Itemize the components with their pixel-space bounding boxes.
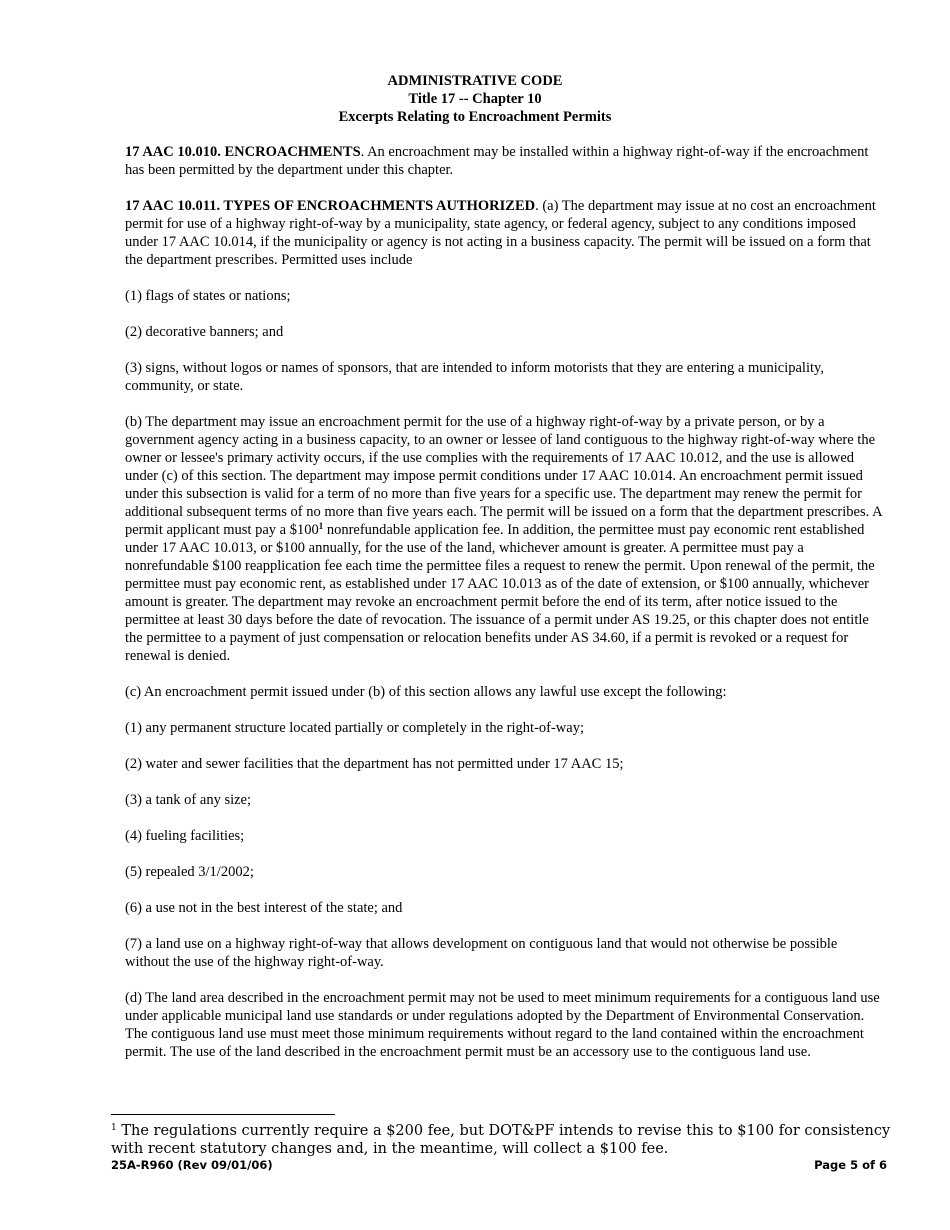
list-item: (7) a land use on a highway right-of-way that allows development on contiguous land that would not otherwise be possible without the use of the highway right-of-way. xyxy=(125,936,838,970)
list-item: (3) signs, without logos or names of sponsors, that are intended to inform motorists that they are entering a municipality, community, or state. xyxy=(125,360,824,394)
section-10011-heading: 17 AAC 10.011. TYPES OF ENCROACHMENTS AUTHORIZED xyxy=(125,198,536,214)
header-chapter: Title 17 -- Chapter 10 xyxy=(408,91,542,107)
section-10011-b-text-1: (b) The department may issue an encroachment permit for the use of a highway right-of-way by a private person, or by a government agency acting in a business capacity, to an owner or lessee of land contiguous to the highway right-of-way where the owner or lessee's primary activity occurs, if the use complies with the requirements of 17 AAC 10.012, and the use is allowed under (c) of this section. The department may impose permit conditions under 17 AAC 10.014. An encroachment permit issued under this subsection is valid for a term of no more than five years for a specific use. The department may renew the permit for additional subsequent terms of no more than five years each. The permit will be issued on a form that the department prescribes. A permit applicant must pay a $100 xyxy=(125,414,882,538)
section-10011-a xyxy=(125,197,885,269)
header-title: ADMINISTRATIVE CODE xyxy=(387,73,563,89)
section-10010-text: . An encroachment may be installed within a highway right-of-way if the encroachment has been permitted by the department under this chapter. xyxy=(125,144,869,178)
form-id: 25A-R960 (Rev 09/01/06) xyxy=(111,1158,273,1172)
list-item: (6) a use not in the best interest of the state; and xyxy=(125,900,403,916)
footnote xyxy=(111,1122,891,1158)
list-item: (5) repealed 3/1/2002; xyxy=(125,864,254,880)
footnote-text: The regulations currently require a $200 fee, but DOT&PF intends to revise this to $100 for consistency with recent statutory changes and, in the meantime, will collect a $100 fee. xyxy=(111,1123,891,1157)
footnote-divider xyxy=(111,1114,335,1115)
section-10011-a-text: . (a) The department may issue at no cost an encroachment permit for use of a highway right-of-way by a municipality, state agency, or federal agency, subject to any conditions imposed under 17 AAC 10.014, if the municipality or agency is not acting in a business capacity. The permit will be issued on a form that the department prescribes. Permitted uses include xyxy=(125,198,876,268)
footnote-marker: 1 xyxy=(111,1123,117,1133)
header-subtitle: Excerpts Relating to Encroachment Permits xyxy=(338,109,612,125)
section-10011-b xyxy=(125,413,885,665)
section-10010-heading: 17 AAC 10.010. ENCROACHMENTS xyxy=(125,144,361,160)
list-item: (2) water and sewer facilities that the department has not permitted under 17 AAC 15; xyxy=(125,756,624,772)
list-item: (2) decorative banners; and xyxy=(125,324,284,340)
section-10011-b-text-2: nonrefundable application fee. In addition, the permittee must pay economic rent established under 17 AAC 10.013, or $100 annually, for the use of the land, whichever amount is greater. A permittee must pay a nonrefundable $100 reapplication fee each time the permittee files a request to renew the permit. Upon renewal of the permit, the permittee must pay economic rent, as established under 17 AAC 10.013 as of the date of extension, or $100 annually, whichever amount is greater. The department may revoke an encroachment permit before the end of its term, after notice issued to the permittee at least 30 days before the date of revocation. The issuance of a permit under AS 19.25, or this chapter does not entitle the permittee to a payment of just compensation or relocation benefits under AS 34.60, if a permit is revoked or a request for renewal is denied. xyxy=(125,522,875,664)
section-10011-c: (c) An encroachment permit issued under (b) of this section allows any lawful use except the following: xyxy=(125,684,727,700)
document-body xyxy=(125,143,885,1079)
list-item: (1) any permanent structure located partially or completely in the right-of-way; xyxy=(125,720,584,736)
section-10010 xyxy=(125,143,885,179)
list-item: (1) flags of states or nations; xyxy=(125,288,291,304)
footnote-reference: 1 xyxy=(318,521,324,531)
list-item: (4) fueling facilities; xyxy=(125,828,245,844)
document-header xyxy=(0,72,950,126)
list-item: (3) a tank of any size; xyxy=(125,792,252,808)
page-number: Page 5 of 6 xyxy=(814,1158,887,1172)
section-10011-d: (d) The land area described in the encroachment permit may not be used to meet minimum requirements for a contiguous land use under applicable municipal land use standards or under regulations adopted by the Department of Environmental Conservation. The contiguous land use must meet those minimum requirements without regard to the land contained within the encroachment permit. The use of the land described in the encroachment permit must be an accessory use to the contiguous land use. xyxy=(125,990,880,1060)
